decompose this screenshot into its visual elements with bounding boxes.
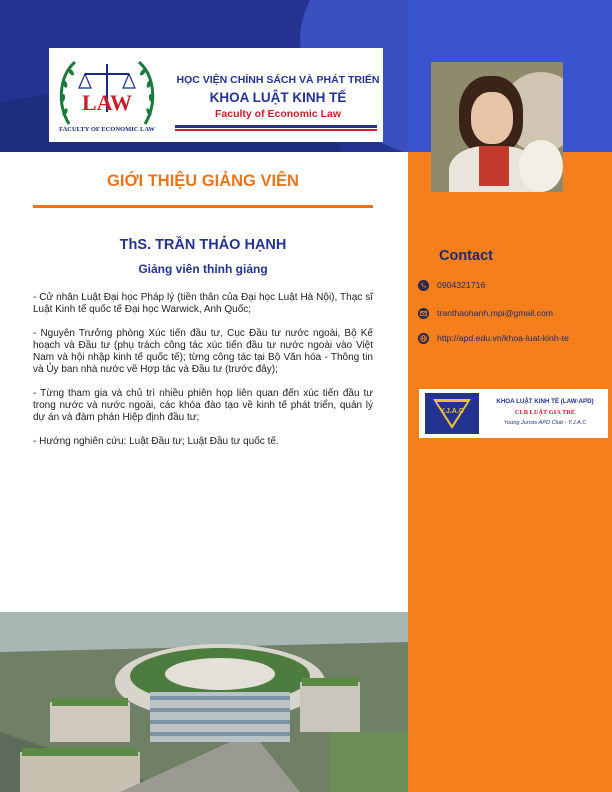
lecturer-name: ThS. TRẦN THẢO HẠNH xyxy=(119,237,287,253)
academy-name: HỌC VIỆN CHÍNH SÁCH VÀ PHÁT TRIỂN xyxy=(176,74,380,86)
bio-paragraph: - Hướng nghiên cứu: Luật Đầu tư; Luật Đầu tư quốc tế. xyxy=(33,435,279,447)
section-divider xyxy=(33,205,373,208)
campus-rendering-image xyxy=(0,612,408,792)
emblem-text: Y.J.A.C xyxy=(440,408,464,415)
club-emblem xyxy=(425,393,479,434)
logo-text: LAW xyxy=(81,90,133,115)
club-banner xyxy=(419,389,608,438)
faculty-logo xyxy=(55,54,159,132)
banner-rule xyxy=(175,125,377,128)
bio-paragraph: - Cử nhân Luật Đại học Pháp lý (tiền thân của Đại học Luật Hà Nội), Thạc sĩ Luật Kinh tế quốc tế Đại học Warwick, Anh Quốc; xyxy=(33,292,373,316)
website-link: http://apd.edu.vn/khoa-luat-kinh-te xyxy=(437,333,569,343)
club-name-english: Young Jurists APD Club - Y.J.A.C xyxy=(503,420,587,426)
contact-title: Contact xyxy=(439,248,493,264)
lecturer-role: Giảng viên thỉnh giảng xyxy=(138,262,268,276)
bio-paragraph: - Từng tham gia và chủ trì nhiều phiên họp liên quan đến xúc tiến đầu tư trong nước và nước ngoài, các khóa đào tạo về kinh tế phát triển, quản lý dự án và đàm phán Hiệp định đầu tư; xyxy=(33,387,373,424)
faculty-banner xyxy=(49,48,383,142)
email-address: tranthaohanh.mpi@gmail.com xyxy=(437,308,554,318)
phone-icon xyxy=(418,280,429,291)
lecturer-photo xyxy=(431,62,563,192)
section-title: GIỚI THIỆU GIẢNG VIÊN xyxy=(107,172,299,190)
club-name: CLB LUẬT GIA TRẺ xyxy=(514,409,576,416)
bio-paragraph: - Nguyên Trưởng phòng Xúc tiến đầu tư, Cục Đầu tư nước ngoài, Bộ Kế hoạch và Đầu tư (phụ trách công tác xúc tiến đầu tư nước ngoài vào Việt Nam và hội nhập kinh tế quốc tế); từng công tác tại Bộ Văn hóa - Thông tin và Ủy ban nhà nước về Hợp tác và Đầu tư (trước đây); xyxy=(33,327,373,376)
phone-number: 0904321716 xyxy=(437,280,486,290)
lecturer-bio xyxy=(33,292,373,459)
club-faculty-line: KHOA LUẬT KINH TẾ (LAW-APD) xyxy=(496,398,594,405)
email-icon xyxy=(418,308,429,319)
faculty-name-english: Faculty of Economic Law xyxy=(214,108,342,120)
banner-rule xyxy=(175,129,377,131)
globe-icon xyxy=(418,333,429,344)
logo-caption: FACULTY OF ECONOMIC LAW xyxy=(59,126,155,133)
faculty-name: KHOA LUẬT KINH TẾ xyxy=(209,90,347,105)
